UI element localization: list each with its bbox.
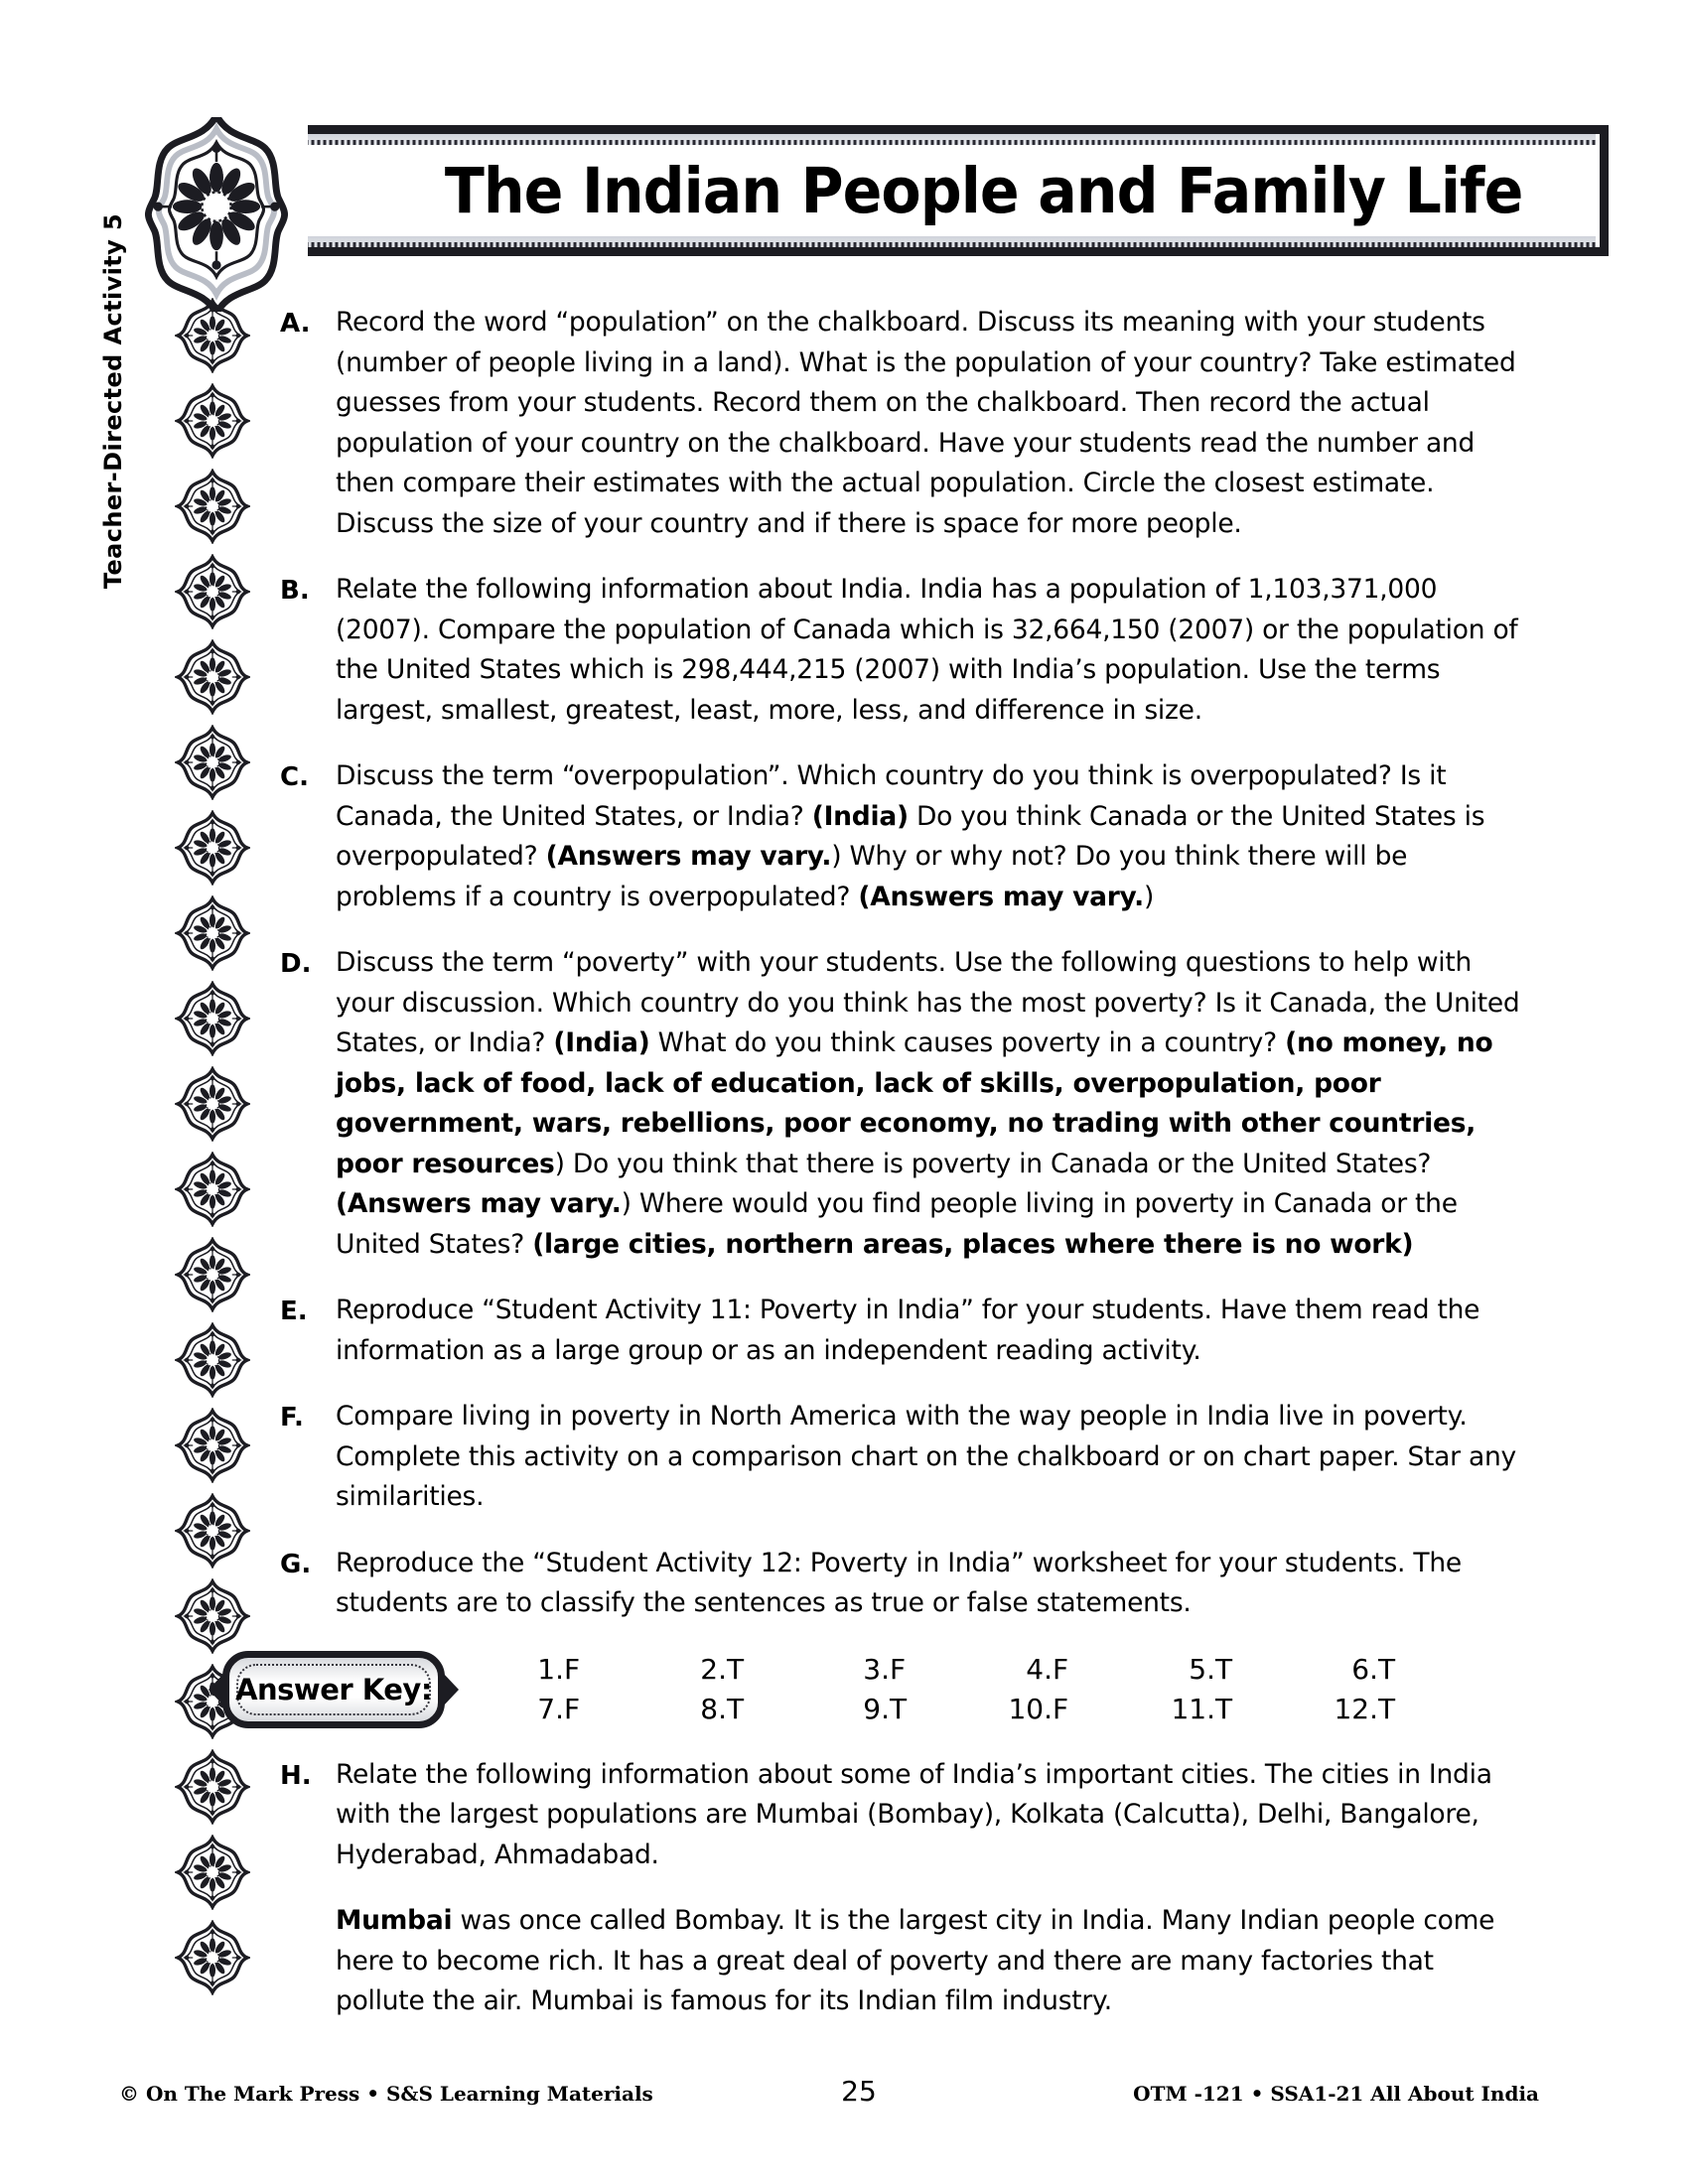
answer-number: 11.: [1171, 1692, 1215, 1725]
activity-item-g: [280, 1544, 1526, 1624]
item-letter: C.: [280, 762, 309, 792]
answer-number: 3.: [863, 1652, 890, 1686]
answer-value: T: [1215, 1652, 1233, 1686]
page-header: [119, 117, 1529, 256]
answer-value: F: [890, 1652, 907, 1686]
floral-medallion-icon: [175, 1493, 250, 1569]
answer-key-badge: [209, 1651, 459, 1728]
item-letter: A.: [280, 309, 311, 339]
answer-key-row: [512, 1690, 1489, 1729]
answer-value: T: [1215, 1692, 1233, 1725]
title-banner: [308, 125, 1609, 256]
answer-number: 10.: [1008, 1692, 1053, 1725]
page-title: The Indian People and Family Life: [444, 154, 1523, 227]
floral-medallion-icon: [175, 1578, 250, 1654]
item-text: Relate the following information about some of India’s important cities. The cities in India with the largest populations are Mumbai (Bombay), Kolkata (Calcutta), Delhi, Bangalore, Hyderabad, Ahmadabad.: [336, 1758, 1492, 1870]
answer-number: 9.: [863, 1692, 890, 1725]
activity-item-d: [280, 943, 1526, 1265]
floral-medallion-icon: [175, 1835, 250, 1910]
item-letter: G.: [280, 1549, 312, 1579]
answer-number: 1.: [537, 1652, 564, 1686]
item-letter: F.: [280, 1403, 304, 1433]
answer-value: F: [1053, 1692, 1069, 1725]
floral-medallion-icon: [175, 981, 250, 1056]
floral-medallion-icon: [175, 1920, 250, 1995]
item-text: Relate the following information about India. India has a population of 1,103,371,000 (2007). Compare the population of Canada which is 32,664,150 (2007) or the population of the United States which is 298,444,215 (2007) with India’s population. Use the terms largest, smallest, greatest, least, more, less, and difference in size.: [336, 574, 1518, 726]
item-text: Compare living in poverty in North America with the way people in India live in poverty. Complete this activity on a comparison chart on the chalkboard or on chart paper. Star any similarities.: [336, 1401, 1516, 1512]
footer-copyright: © On The Mark Press • S&S Learning Materials: [119, 2082, 653, 2106]
footer-product-code: OTM -121 • SSA1-21 All About India: [1133, 2082, 1539, 2106]
answer-value: F: [564, 1652, 581, 1686]
activity-item-f: [280, 1397, 1526, 1518]
activity-item-b: [280, 570, 1526, 731]
item-text: Record the word “population” on the chalkboard. Discuss its meaning with your students (number of people living in a land). What is the population of your country? Take estimated guesses from your students. Record them on the chalkboard. Then record the actual population of your country on the chalkboard. Have your students read the number and then compare their estimates with the actual population. Circle the closest estimate. Discuss the size of your country and if there is space for more people.: [336, 307, 1516, 539]
answer-value: T: [727, 1692, 745, 1725]
item-text: Reproduce the “Student Activity 12: Poverty in India” worksheet for your students. The students are to classify the sentences as true or false statements.: [336, 1547, 1462, 1618]
answer-value: F: [564, 1692, 581, 1725]
answer-value: T: [1378, 1652, 1396, 1686]
answer-key: [209, 1650, 1526, 1729]
answer-number: 12.: [1334, 1692, 1378, 1725]
floral-medallion-icon: [175, 469, 250, 544]
badge-right-ear-icon: [443, 1673, 459, 1706]
answer-number: 4.: [1026, 1652, 1053, 1686]
floral-medallion-icon: [175, 895, 250, 971]
activity-content: [235, 303, 1526, 2022]
answer-key-row: [512, 1650, 1489, 1690]
floral-medallion-icon: [175, 1066, 250, 1142]
answer-value: T: [727, 1652, 745, 1686]
footer-page-number: 25: [841, 2075, 877, 2108]
answer-number: 7.: [537, 1692, 564, 1725]
answer-key-label: Answer Key:: [235, 1672, 432, 1706]
floral-medallion-icon: [175, 725, 250, 800]
answer-number: 2.: [700, 1652, 727, 1686]
activity-item-c: [280, 756, 1526, 917]
lotus-medallion-icon: [119, 117, 314, 312]
floral-medallion-icon: [175, 1408, 250, 1483]
answer-value: F: [1053, 1652, 1069, 1686]
activity-item-h: [280, 1755, 1526, 1876]
floral-medallion-icon: [175, 1237, 250, 1312]
activity-item-e: [280, 1291, 1526, 1371]
floral-medallion-icon: [175, 1749, 250, 1825]
item-letter: E.: [280, 1297, 308, 1326]
floral-medallion-icon: [175, 810, 250, 886]
floral-medallion-icon: [175, 1152, 250, 1227]
item-text: Reproduce “Student Activity 11: Poverty in India” for your students. Have them read the information as a large group or as an independent reading activity.: [336, 1295, 1480, 1366]
answer-number: 8.: [700, 1692, 727, 1725]
decorative-border: [175, 298, 264, 1985]
floral-medallion-icon: [175, 554, 250, 629]
item-text: Discuss the term “poverty” with your students. Use the following questions to help with your discussion. Which country do you think has the most poverty? Is it Canada, the United States, or India? (India) What do you think causes poverty in a country? (no money, no jobs, lack of food, lack of education, lack of skills, overpopulation, poor government, wars, rebellions, poor economy, no trading with other countries, poor resources) Do you think that there is poverty in Canada or the United States? (Answers may vary.) Where would you find people living in poverty in Canada or the United States? (large cities, northern areas, places where there is no work): [336, 947, 1520, 1260]
item-letter: D.: [280, 949, 312, 979]
activity-item-a: [280, 303, 1526, 544]
floral-medallion-icon: [175, 639, 250, 715]
floral-medallion-icon: [175, 298, 250, 373]
floral-medallion-icon: [175, 383, 250, 459]
mumbai-paragraph: Mumbai was once called Bombay. It is the largest city in India. Many Indian people come here to become rich. It has a great deal of poverty and there are many factories that pollute the air. Mumbai is famous for its Indian film industry.: [336, 1905, 1495, 2016]
item-text: Discuss the term “overpopulation”. Which country do you think is overpopulated? Is it Canada, the United States, or India? (India) Do you think Canada or the United States is overpopulated? (Answers may vary.) Why or why not? Do you think there will be problems if a country is overpopulated? (Answers may vary.): [336, 760, 1485, 912]
answer-number: 6.: [1351, 1652, 1378, 1686]
answer-key-values: [512, 1650, 1489, 1729]
answer-number: 5.: [1189, 1652, 1215, 1686]
activity-label: Teacher-Directed Activity 5: [99, 212, 127, 590]
answer-value: T: [1378, 1692, 1396, 1725]
floral-medallion-icon: [175, 1322, 250, 1398]
item-letter: H.: [280, 1760, 312, 1791]
answer-value: T: [890, 1692, 908, 1725]
item-letter: B.: [280, 576, 310, 606]
page-footer: [119, 2075, 1539, 2108]
